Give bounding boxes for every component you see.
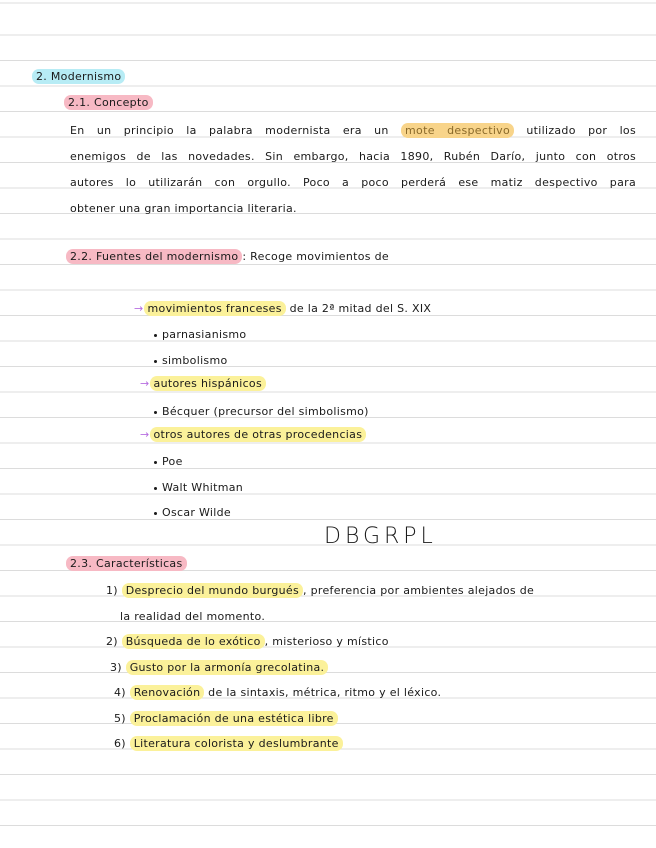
mote-despectivo-highlight: mote despectivo bbox=[401, 123, 514, 138]
arrow-icon: → bbox=[140, 377, 150, 390]
list-item bbox=[154, 354, 228, 367]
concepto-line-1 bbox=[70, 118, 636, 144]
list-item bbox=[110, 661, 328, 674]
concepto-line-1-end: utilizado por los bbox=[514, 124, 636, 137]
section-title-wrap bbox=[32, 70, 125, 83]
bullet-icon bbox=[154, 512, 157, 515]
item-rest: , preferencia por ambientes alejados de bbox=[303, 584, 535, 597]
item-highlight: Desprecio del mundo burgués bbox=[122, 583, 303, 598]
concepto-line-3: autores lo utilizarán con orgullo. Poco a poco perderá ese matiz despectivo para bbox=[70, 176, 636, 189]
arrow-icon: → bbox=[140, 428, 150, 441]
list-item bbox=[106, 635, 389, 648]
acronym-note: DBGRPL bbox=[324, 524, 437, 549]
list-item-text: simbolismo bbox=[162, 354, 228, 367]
group-1-suffix: de la 2ª mitad del S. XIX bbox=[285, 302, 432, 315]
concepto-paragraph bbox=[70, 118, 636, 222]
fuentes-heading: 2.2. Fuentes del modernismo bbox=[66, 249, 242, 264]
bullet-icon bbox=[154, 487, 157, 490]
fuentes-group-1 bbox=[134, 302, 431, 315]
list-item bbox=[114, 737, 343, 750]
fuentes-intro: : Recoge movimientos de bbox=[242, 250, 389, 263]
section-title: 2. Modernismo bbox=[32, 69, 125, 84]
concepto-line-2: enemigos de las novedades. Sin embargo, hacia 1890, Rubén Darío, junto con otros bbox=[70, 150, 636, 163]
arrow-icon: → bbox=[134, 302, 144, 315]
fuentes-group-3 bbox=[140, 428, 366, 441]
item-highlight: Proclamación de una estética libre bbox=[130, 711, 338, 726]
item-rest: de la sintaxis, métrica, ritmo y el léxico. bbox=[204, 686, 442, 699]
item-highlight: Renovación bbox=[130, 685, 205, 700]
list-item bbox=[154, 328, 246, 341]
caracteristicas-heading: 2.3. Características bbox=[66, 556, 187, 571]
item-number: 3) bbox=[110, 661, 122, 674]
item-highlight: Gusto por la armonía grecolatina. bbox=[126, 660, 329, 675]
item-number: 4) bbox=[114, 686, 126, 699]
list-item-text: Bécquer (precursor del simbolismo) bbox=[162, 405, 369, 418]
item-number: 1) bbox=[106, 584, 118, 597]
caracteristicas-heading-wrap bbox=[66, 557, 187, 570]
list-item-text: Poe bbox=[162, 455, 183, 468]
list-item bbox=[154, 405, 369, 418]
bullet-icon bbox=[154, 360, 157, 363]
list-item bbox=[154, 455, 183, 468]
bullet-icon bbox=[154, 411, 157, 414]
group-2-label: autores hispánicos bbox=[150, 376, 266, 391]
bullet-icon bbox=[154, 461, 157, 464]
bullet-icon bbox=[154, 334, 157, 337]
list-item bbox=[154, 506, 231, 519]
item-rest: , misterioso y místico bbox=[264, 635, 389, 648]
fuentes-heading-wrap bbox=[66, 250, 389, 263]
list-item bbox=[106, 584, 640, 597]
list-item bbox=[114, 712, 338, 725]
item-highlight: Literatura colorista y deslumbrante bbox=[130, 736, 343, 751]
item-number: 5) bbox=[114, 712, 126, 725]
list-item-text: parnasianismo bbox=[162, 328, 247, 341]
list-item-text: Walt Whitman bbox=[162, 481, 244, 494]
list-item-continuation: la realidad del momento. bbox=[120, 610, 266, 623]
group-3-label: otros autores de otras procedencias bbox=[150, 427, 367, 442]
item-number: 2) bbox=[106, 635, 118, 648]
fuentes-group-2 bbox=[140, 377, 266, 390]
group-1-label: movimientos franceses bbox=[144, 301, 286, 316]
list-item bbox=[154, 481, 243, 494]
item-number: 6) bbox=[114, 737, 126, 750]
concepto-heading: 2.1. Concepto bbox=[64, 95, 153, 110]
concepto-heading-wrap bbox=[64, 96, 153, 109]
list-item bbox=[114, 686, 441, 699]
item-highlight: Búsqueda de lo exótico bbox=[122, 634, 265, 649]
list-item-text: Oscar Wilde bbox=[162, 506, 231, 519]
concepto-line-4: obtener una gran importancia literaria. bbox=[70, 202, 297, 215]
concepto-line-1-start: En un principio la palabra modernista era un bbox=[70, 124, 402, 137]
